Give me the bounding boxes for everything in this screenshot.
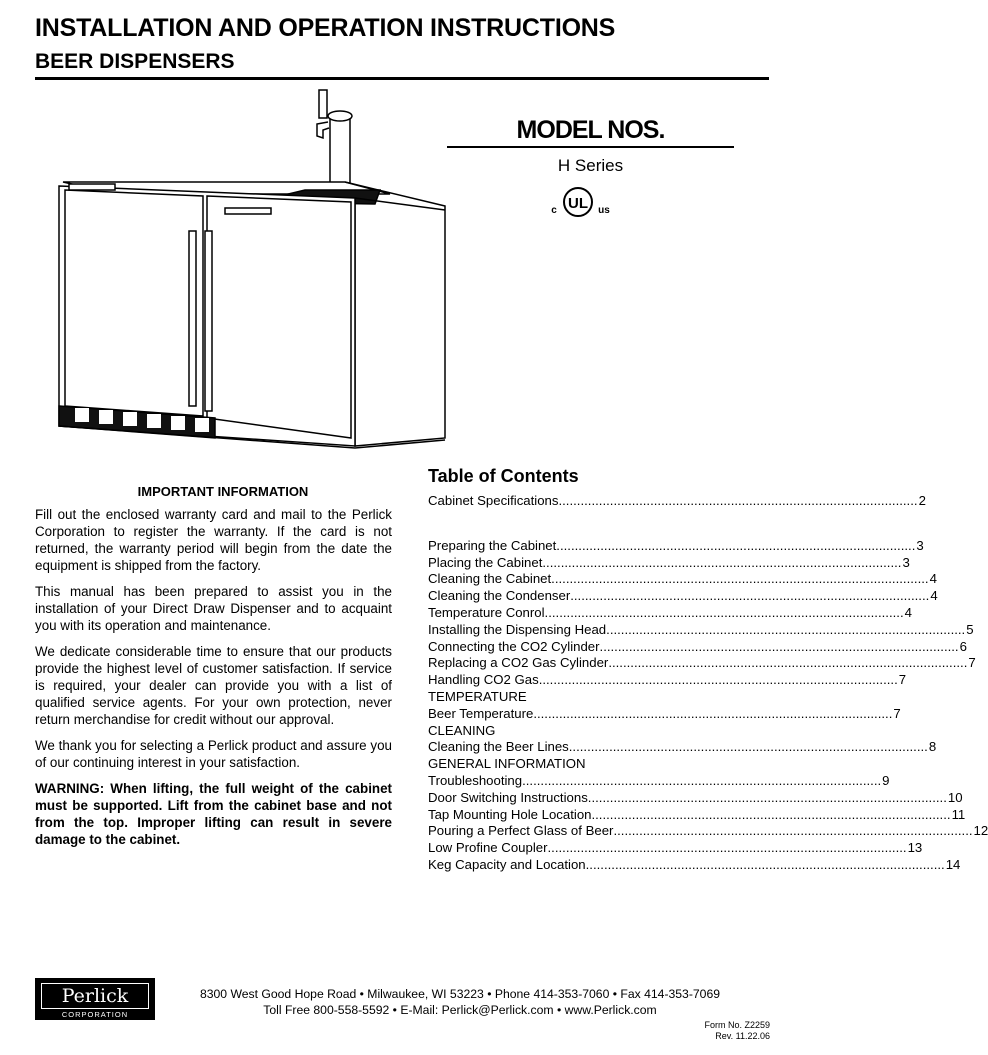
toc-section-cleaning: CLEANING [428, 722, 496, 738]
svg-text:us: us [598, 205, 610, 216]
document-subtitle: BEER DISPENSERS [35, 50, 235, 73]
toc-entry[interactable]: Cleaning the Cabinet..... .................................................................................................. 4 [428, 571, 937, 587]
toc-heading: Table of Contents [428, 466, 579, 486]
form-number: Form No. Z2259 [704, 1020, 770, 1030]
toc-entry[interactable]: Installing the Dispensing Head .................................................................................................. 5 [428, 621, 974, 637]
beer-dispenser-illustration [55, 86, 445, 471]
toc-entry[interactable]: Placing the Cabinet .................................................................................................. 3 [428, 554, 910, 570]
table-of-contents [428, 466, 988, 874]
logo-wordmark: Perlick [41, 983, 149, 1009]
ul-certification-icon [538, 185, 618, 219]
header-rule [35, 77, 769, 80]
toc-entry[interactable]: Temperature Conrol .................................................................................................. 4 [428, 604, 912, 620]
toc-entry[interactable]: Connecting the CO2 Cylinder .................................................................................................. 6 [428, 638, 967, 654]
toc-cleaning-list [428, 739, 937, 756]
toc-entry[interactable]: Keg Capacity and Location .................................................................................................. 14 [428, 856, 961, 872]
toc-entry[interactable]: Cabinet Specifications .................................................................................................. 2 [428, 493, 926, 508]
toc-entry[interactable]: Tap Mounting Hole Location .................................................................................................. 11 [428, 806, 966, 822]
toc-main-list [428, 537, 976, 689]
toc-section-general: GENERAL INFORMATION [428, 756, 586, 772]
important-information-heading: IMPORTANT INFORMATION [137, 484, 309, 499]
toc-entry[interactable]: Door Switching Instructions .................................................................................................. 10 [428, 789, 963, 805]
toc-entry[interactable]: Troubleshooting .................................................................................................. 9 [428, 772, 890, 788]
toc-entry[interactable]: Preparing the Cabinet .................................................................................................. 3 [428, 537, 924, 553]
thanks-paragraph: We thank you for selecting a Perlick product and assure you of our continuing interest in your satisfaction. [35, 738, 392, 770]
logo-subtitle: CORPORATION [61, 1010, 129, 1019]
toc-entry[interactable]: Low Profine Coupler .................................................................................................. 13 [428, 840, 923, 856]
document-title: INSTALLATION AND OPERATION INSTRUCTIONS [35, 14, 616, 42]
footer-address: 8300 West Good Hope Road • Milwaukee, WI 53223 • Phone 414-353-7060 • Fax 414-353-7069 [199, 987, 721, 1001]
revision-date: Rev. 11.22.06 [715, 1031, 770, 1041]
service-paragraph: We dedicate considerable time to ensure that our products provide the highest level of customer satisfaction. If service is required, your dealer can provide you with a list of qualified service agents. For your own protection, never return merchandise for credit without our approval. [35, 644, 392, 727]
model-series: H Series [557, 156, 624, 175]
toc-entry[interactable]: Handling CO2 Gas .................................................................................................. 7 [428, 672, 907, 688]
manual-paragraph: This manual has been prepared to assist you in the installation of your Direct Draw Dispenser and to acquaint you with its operation and maintenance. [35, 584, 392, 633]
model-numbers-title: MODEL NOS. [516, 116, 665, 144]
toc-entry[interactable]: Beer Temperature .................................................................................................. 7 [428, 705, 901, 721]
toc-temperature-list [428, 705, 901, 723]
toc-general-list [428, 772, 988, 874]
perlick-logo [35, 978, 155, 1020]
toc-entry[interactable]: Replacing a CO2 Gas Cylinder .................................................................................................. 7 [428, 655, 976, 671]
svg-text:c: c [551, 205, 557, 216]
warranty-paragraph: Fill out the enclosed warranty card and mail to the Perlick Corporation to register the warranty. If the card is not returned, the warranty period will begin from the date the equipment is shipped from the factory. [35, 507, 392, 573]
toc-entry[interactable]: Cleaning the Condenser .................................................................................................. 4 [428, 588, 938, 604]
toc-entry[interactable]: Cleaning the Beer Lines .................................................................................................. 8 [428, 739, 937, 755]
model-rule [447, 146, 734, 148]
lifting-warning: WARNING: When lifting, the full weight of the cabinet must be supported. Lift from the cabinet base and not from the top. Improper lifting can result in severe damage to the cabinet. [35, 781, 392, 847]
svg-text:UL: UL [568, 195, 588, 212]
footer-contact: Toll Free 800-558-5592 • E-Mail: Perlick@Perlick.com • www.Perlick.com [263, 1003, 657, 1017]
important-information-body [35, 506, 392, 857]
toc-entry[interactable]: Pouring a Perfect Glass of Beer .................................................................................................. 12 [428, 823, 988, 839]
toc-section-temperature: TEMPERATURE [428, 688, 527, 704]
